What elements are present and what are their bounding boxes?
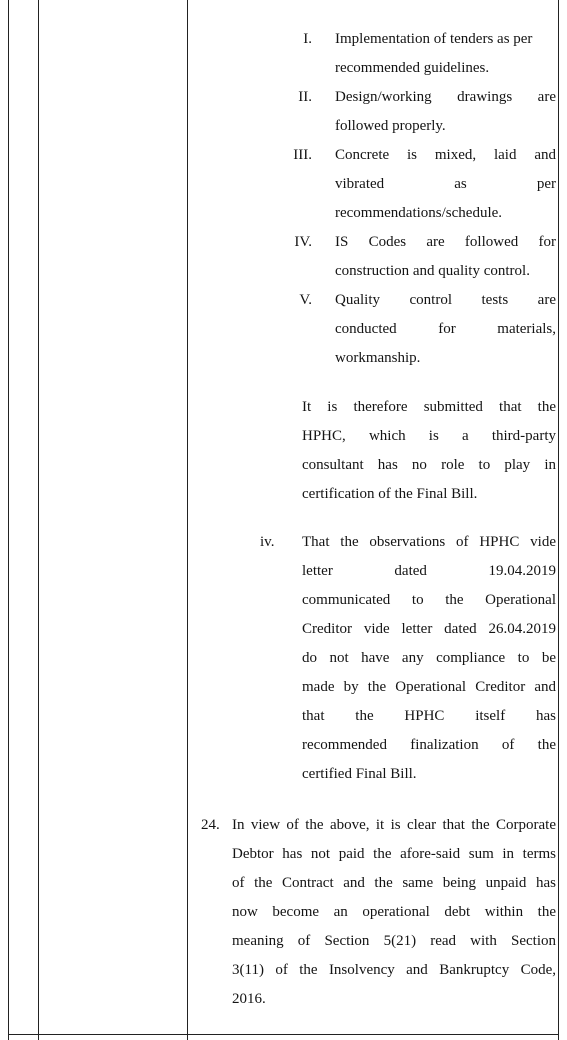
paragraph-line: In view of the above, it is clear that the Corporate [232, 817, 556, 833]
item-line: recommended guidelines. [335, 60, 490, 76]
paragraph-line: HPHC, which is a third-party [302, 428, 556, 444]
item-line: made by the Operational Creditor and [302, 679, 556, 695]
table-column-divider-2 [187, 0, 188, 1040]
item-line: certified Final Bill. [302, 766, 417, 782]
roman-numeral: III. [293, 147, 312, 163]
paragraph-line: meaning of Section 5(21) read with Section [232, 933, 556, 949]
roman-numeral: II. [298, 89, 312, 105]
item-line: That the observations of HPHC vide [302, 534, 556, 550]
item-line: recommended finalization of the [302, 737, 556, 753]
paragraph-line: 3(11) of the Insolvency and Bankruptcy Code, [232, 962, 556, 978]
item-line: Concrete is mixed, laid and [335, 147, 556, 163]
item-line: vibrated as per [335, 176, 556, 192]
item-line: workmanship. [335, 350, 421, 366]
item-line: do not have any compliance to be [302, 650, 556, 666]
item-line: Design/working drawings are [335, 89, 556, 105]
item-numeral: iv. [260, 534, 275, 550]
item-line: Quality control tests are [335, 292, 556, 308]
table-border-right [558, 0, 559, 1040]
table-border-left [8, 0, 9, 1040]
paragraph-line: 2016. [232, 991, 266, 1007]
paragraph-number: 24. [201, 817, 220, 833]
item-line: letter dated 19.04.2019 [302, 563, 556, 579]
item-line: Implementation of tenders as per [335, 31, 533, 47]
item-line: construction and quality control. [335, 263, 530, 279]
paragraph-line: now become an operational debt within the [232, 904, 556, 920]
item-line: IS Codes are followed for [335, 234, 556, 250]
item-line: recommendations/schedule. [335, 205, 503, 221]
item-line: that the HPHC itself has [302, 708, 556, 724]
paragraph-line: of the Contract and the same being unpaid has [232, 875, 556, 891]
paragraph-line: It is therefore submitted that the [302, 399, 556, 415]
item-line: communicated to the Operational [302, 592, 556, 608]
item-line: followed properly. [335, 118, 446, 134]
item-line: Creditor vide letter dated 26.04.2019 [302, 621, 556, 637]
item-line: conducted for materials, [335, 321, 556, 337]
paragraph-line: certification of the Final Bill. [302, 486, 478, 502]
roman-numeral: IV. [294, 234, 312, 250]
table-border-bottom [8, 1034, 559, 1035]
roman-numeral: V. [299, 292, 312, 308]
paragraph-line: consultant has no role to play in [302, 457, 556, 473]
table-column-divider-1 [38, 0, 39, 1040]
roman-numeral: I. [303, 31, 312, 47]
paragraph-line: Debtor has not paid the afore-said sum in terms [232, 846, 556, 862]
